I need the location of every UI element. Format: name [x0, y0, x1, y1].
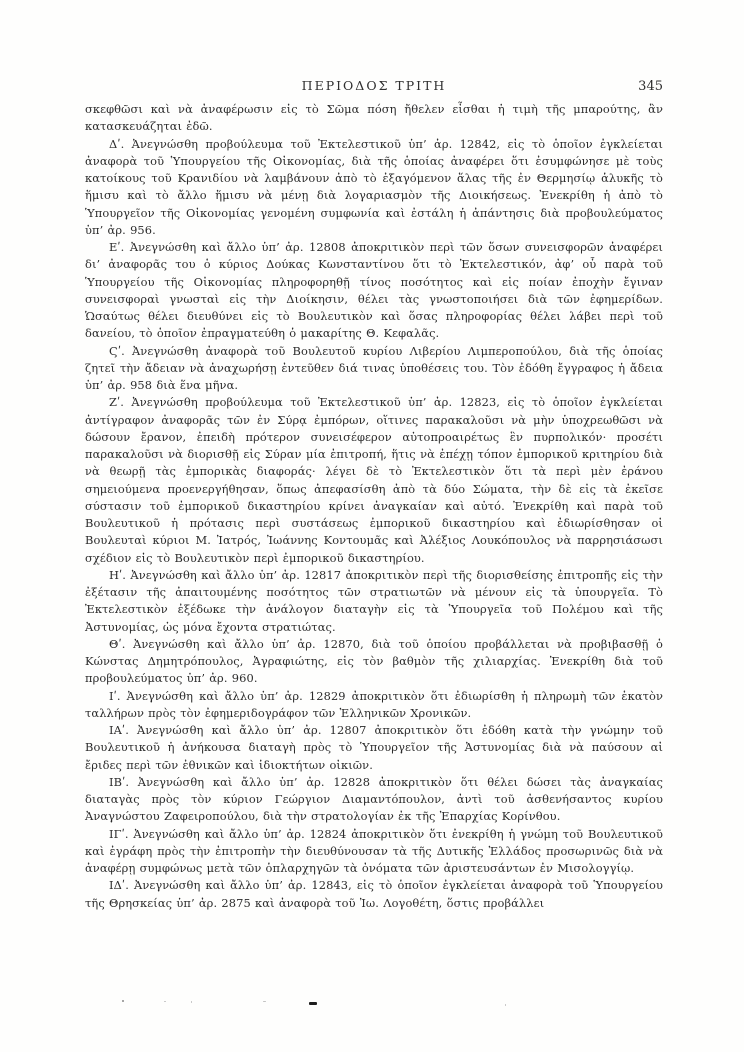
- paragraph-item-Z: Ζʹ. Ἀνεγνώσθη προβούλευμα τοῦ Ἐκτελεστικοῦ ὑπ’ ἀρ. 12823, εἰς τὸ ὁποῖον ἐγκλείεται ἀντίγραφον ἀναφορᾶς τῶν ἐν Σύρᾳ ἐμπόρων, οἵτινες παρακαλοῦσι νὰ μὴν ὑποχρεωθῶσι νὰ δώσουν ἔρανον, ἐπειδὴ πρότερον συνεισέφερον αὐτοπροαιρέτως ἓν πυρπολικόν· προσέτι παρακαλοῦσι νὰ διορισθῇ εἰς Σύραν μία ἐπιτροπή, ἥτις νὰ ἐπέχῃ τόπον ἐμπορικοῦ κριτηρίου διὰ νὰ θεωρῇ τὰς ἐμπορικὰς διαφοράς· λέγει δὲ τὸ Ἐκτελεστικὸν ὅτι τὰ περὶ μὲν ἐράνου σημειούμενα προενεργήθησαν, ὅπως ἀπεφασίσθη ἀπὸ τὰ δύο Σώματα, τὴν δὲ εἰς τὰ ἐκεῖσε σύστασιν τοῦ ἐμπορικοῦ δικαστηρίου κρίνει ἀναγκαίαν καὶ αὐτό. Ἐνεκρίθη καὶ παρὰ τοῦ Βουλευτικοῦ ἡ πρότασις περὶ συστάσεως ἐμπορικοῦ δικαστηρίου καὶ ἐδιωρίσθησαν οἱ Βουλευταὶ κύριοι Μ. Ἰατρός, Ἰωάννης Κοντουμᾶς καὶ Ἀλέξιος Λουκόπουλος νὰ παρρησιάσωσι σχέδιον εἰς τὸ Βουλευτικὸν περὶ ἐμπορικοῦ δικαστηρίου.: [85, 395, 663, 565]
- paragraph-item-H: Ηʹ. Ἀνεγνώσθη καὶ ἄλλο ὑπ’ ἀρ. 12817 ἀποκριτικὸν περὶ τῆς διορισθείσης ἐπιτροπῆς εἰς τὴν ἐξέτασιν τῆς ἀπαιτουμένης ποσότητος τῶν στρατιωτῶν νὰ μένουν εἰς τὰ ὑπουργεῖα. Τὸ Ἐκτελεστικὸν ἐξέδωκε τὴν ἀνάλογον διαταγὴν εἰς τὰ Ὑπουργεῖα τοῦ Πολέμου καὶ τῆς Ἀστυνομίας, ὡς μόνα ἔχοντα στρατιώτας.: [85, 567, 663, 634]
- paragraph-item-IB: ΙΒʹ. Ἀνεγνώσθη καὶ ἄλλο ὑπ’ ἀρ. 12828 ἀποκριτικὸν ὅτι θέλει δώσει τὰς ἀναγκαίας διαταγὰς πρὸς τὸν κύριον Γεώργιον Διαμαντόπουλον, ἀντὶ τοῦ ἀσθενήσαντος κυρίου Ἀναγνώστου Ζαφειροπούλου, διὰ τὴν στρατολογίαν ἐκ τῆς Ἐπαρχίας Κορίνθου.: [85, 774, 663, 824]
- paragraph-item-ID: ΙΔʹ. Ἀνεγνώσθη καὶ ἄλλο ὑπ’ ἀρ. 12843, εἰς τὸ ὁποῖον ἐγκλείεται ἀναφορὰ τοῦ Ὑπουργείου τῆς Θρησκείας ὑπ’ ἀρ. 2875 καὶ ἀναφορὰ τοῦ Ἰω. Λογοθέτη, ὅστις προβάλλει: [85, 878, 663, 910]
- running-head: [85, 78, 663, 96]
- page-header-title: ΠΕΡΙΟΔΟΣ ΤΡΙΤΗ: [301, 78, 447, 93]
- scan-speck: [263, 1001, 266, 1002]
- scan-artifact-dash: [309, 1002, 317, 1005]
- paragraph-item-I: Ιʹ. Ἀνεγνώσθη καὶ ἄλλο ὑπ’ ἀρ. 12829 ἀποκριτικὸν ὅτι ἐδιωρίσθη ἡ πληρωμὴ τῶν ἑκατὸν ταλλήρων πρὸς τὸν ἐφημεριδογράφον τῶν Ἑλληνικῶν Χρονικῶν.: [85, 688, 663, 720]
- scan-speck: [164, 1001, 166, 1002]
- scan-speck: [191, 1001, 192, 1003]
- paragraph-item-St: Ϛʹ. Ἀνεγνώσθη ἀναφορὰ τοῦ Βουλευτοῦ κυρίου Λιβερίου Λιμπεροπούλου, διὰ τῆς ὁποίας ζητεῖ τὴν ἄδειαν νὰ ἀναχωρήσῃ ἐντεῦθεν διά τινας ὑποθέσεις του. Τὸν ἐδόθη ἔγγραφος ἡ ἄδεια ὑπ’ ἀρ. 958 διὰ ἕνα μῆνα.: [85, 343, 663, 392]
- paragraph-item-D: Δʹ. Ἀνεγνώσθη προβούλευμα τοῦ Ἐκτελεστικοῦ ὑπ’ ἀρ. 12842, εἰς τὸ ὁποῖον ἐγκλείεται ἀναφορὰ τοῦ Ὑπουργείου τῆς Οἰκονομίας, διὰ τῆς ὁποίας ἀναφέρει ὅτι ἐσυμφώνησε μὲ τοὺς κατοίκους τοῦ Κρανιδίου νὰ λαμβάνουν ἀπὸ τὸ ἐξαγόμενον ἅλας τῆς ἐν Θερμησίῳ ἁλυκῆς τὸ ἥμισυ καὶ τὸ ἄλλο ἥμισυ νὰ μένῃ διὰ λογαριασμὸν τῆς Διοικήσεως. Ἐνεκρίθη ἡ ἀπὸ τὸ Ὑπουργεῖον τῆς Οἰκονομίας γενομένη συμφωνία καὶ ἐστάλη ἡ ἀπάντησις διὰ προβουλεύματος ὑπ’ ἀρ. 956.: [85, 136, 663, 237]
- text-block: [85, 101, 663, 912]
- paragraph-continuation: σκεφθῶσι καὶ νὰ ἀναφέρωσιν εἰς τὸ Σῶμα πόση ἤθελεν εἶσθαι ἡ τιμὴ τῆς μπαρούτης, ἂν κατασκευάζηται ἐδῶ.: [85, 102, 663, 134]
- page-number: 345: [638, 79, 663, 94]
- paragraph-item-IA: ΙΑʹ. Ἀνεγνώσθη καὶ ἄλλο ὑπ’ ἀρ. 12807 ἀποκριτικὸν ὅτι ἐδόθη κατὰ τὴν γνώμην τοῦ Βουλευτικοῦ ἡ ἀνήκουσα διαταγὴ πρὸς τὸ Ὑπουργεῖον τῆς Ἀστυνομίας διὰ νὰ παύσουν αἱ ἔριδες περὶ τῶν ἐθνικῶν καὶ ἰδιοκτήτων οἰκιῶν.: [85, 723, 663, 772]
- paragraph-item-Th: Θʹ. Ἀνεγνώσθη καὶ ἄλλο ὑπ’ ἀρ. 12870, διὰ τοῦ ὁποίου προβάλλεται νὰ προβιβασθῇ ὁ Κώνστας Δημητρόπουλος, Ἀγραφιώτης, εἰς τὸν βαθμὸν τῆς χιλιαρχίας. Ἐνεκρίθη διὰ τοῦ προβουλεύματος ὑπ’ ἀρ. 960.: [85, 636, 663, 686]
- paragraph-item-E: Εʹ. Ἀνεγνώσθη καὶ ἄλλο ὑπ’ ἀρ. 12808 ἀποκριτικὸν περὶ τῶν ὅσων συνεισφορῶν ἀναφέρει δι’ ἀναφορᾶς του ὁ κύριος Δούκας Κωνσταντίνου ὅτι τὸ Ἐκτελεστικόν, ἀφ’ οὗ παρὰ τοῦ Ὑπουργείου τῆς Οἰκονομίας πληροφορηθῇ τίνος ποσότητος καὶ εἰς ποίαν ἐποχὴν ἔγιναν συνεισφοραὶ γνωσταὶ εἰς τὴν Διοίκησιν, θέλει τὰς γνωστοποιήσει διὰ τῶν ἐφημερίδων. Ὡσαύτως θέλει διευθύνει εἰς τὸ Βουλευτικὸν καὶ ὅσας πληροφορίας θέλει λάβει περὶ τοῦ δανείου, τὸ ὁποῖον ἐπραγματεύθη ὁ μακαρίτης Θ. Κεφαλᾶς.: [85, 240, 663, 341]
- scan-speck: [505, 1004, 506, 1006]
- scan-speck: [122, 1000, 124, 1002]
- paragraph-item-IG: ΙΓʹ. Ἀνεγνώσθη καὶ ἄλλο ὑπ’ ἀρ. 12824 ἀποκριτικὸν ὅτι ἐνεκρίθη ἡ γνώμη τοῦ Βουλευτικοῦ καὶ ἐγράφη πρὸς τὴν ἐπιτροπὴν τὴν διευθύνουσαν τὰ τῆς Δυτικῆς Ἑλλάδος προσωρινῶς διὰ νὰ ἀναφέρῃ συμφώνως μετὰ τῶν ὁπλαρχηγῶν τὰ ὀνόματα τῶν ἀριστευσάντων ἐν Μισολογγίῳ.: [85, 826, 663, 875]
